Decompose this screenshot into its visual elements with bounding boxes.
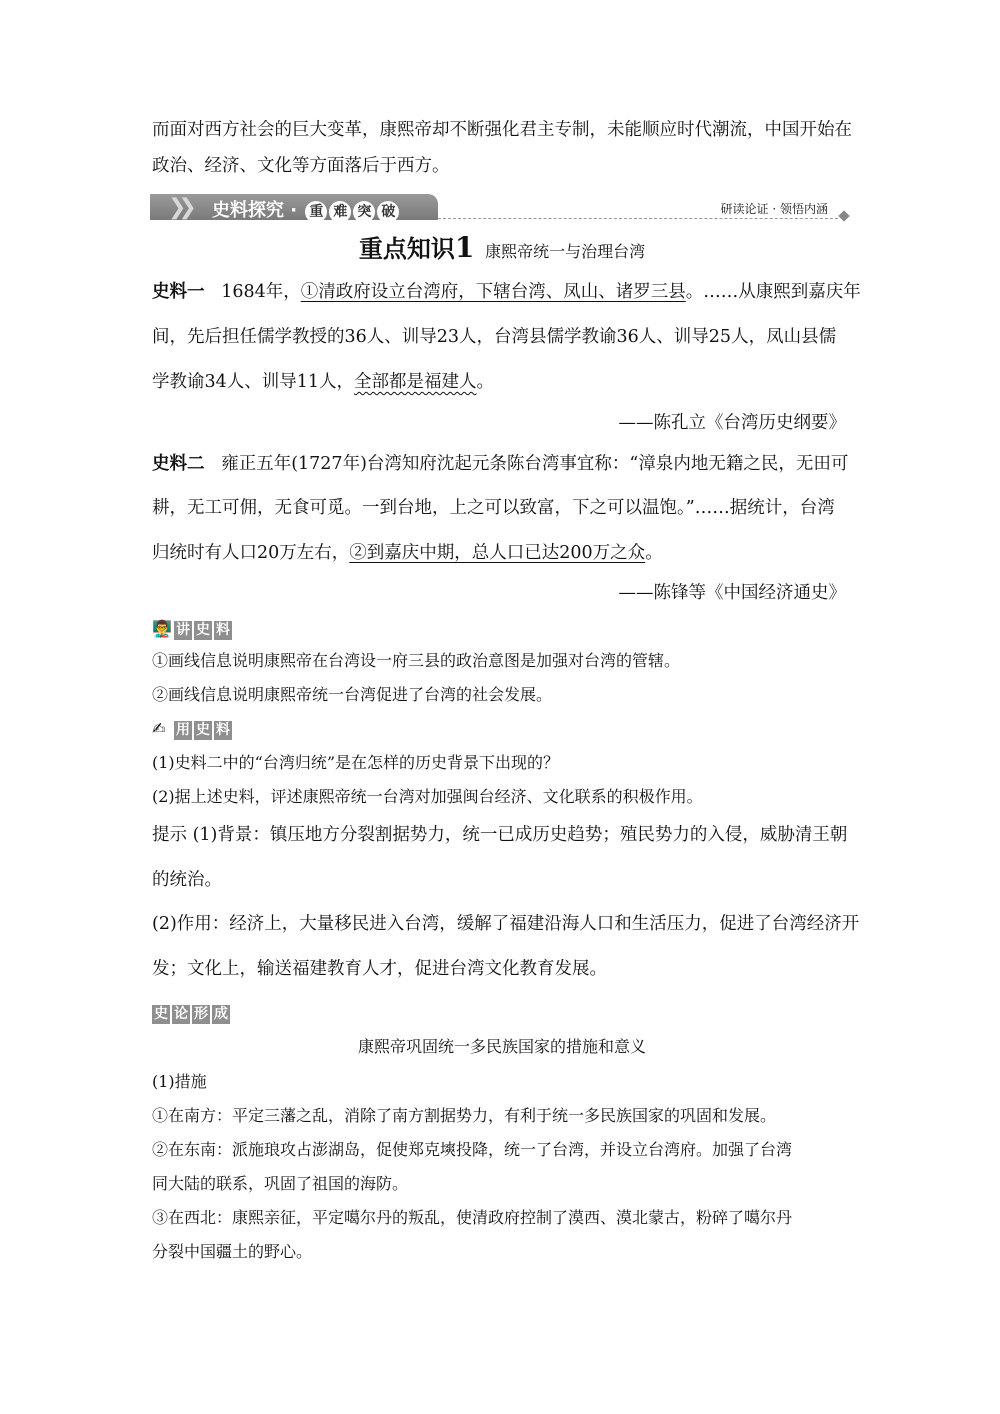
section-heading: 重点知识1 康熙帝统一与治理台湾 bbox=[358, 231, 646, 264]
list-item: (2)据上述史料，评述康熙帝统一台湾对加强闽台经济、文化联系的积极作用。 bbox=[152, 787, 703, 806]
list-item: ②画线信息说明康熙帝统一台湾促进了台湾的社会发展。 bbox=[152, 685, 553, 704]
source2-citation: ——陈锋等《中国经济通史》 bbox=[618, 583, 846, 603]
hint-line: 提示 (1)背景：镇压地方分裂割据势力，统一已成历史趋势；殖民势力的入侵，威胁清王朝 bbox=[152, 825, 848, 845]
pen-icon: ✍ bbox=[152, 719, 166, 738]
section-banner: ❯❯ 史料探究 · 重 难 突 破 研读论证 · 领悟内涵 bbox=[150, 194, 850, 222]
divider bbox=[438, 218, 838, 219]
source1-line: 学教谕34人、训导11人，全部都是福建人。 bbox=[152, 372, 495, 392]
diamond-icon bbox=[838, 210, 849, 221]
chevron-icon: ❯❯ bbox=[168, 195, 189, 220]
source1-line: 间，先后担任儒学教授的36人、训导23人，台湾县儒学教谕36人、训导25人，凤山县儒 bbox=[152, 327, 837, 347]
hint-line: 的统治。 bbox=[152, 870, 222, 890]
banner-subtitle: 研读论证 · 领悟内涵 bbox=[720, 202, 828, 216]
list-item: 分裂中国疆土的野心。 bbox=[152, 1242, 313, 1261]
intro-line: 而面对西方社会的巨大变革，康熙帝却不断强化君主专制，未能顺应时代潮流，中国开始在 bbox=[152, 120, 852, 140]
list-item: ①画线信息说明康熙帝在台湾设一府三县的政治意图是加强对台湾的管辖。 bbox=[152, 651, 681, 670]
intro-line: 政治、经济、文化等方面落后于西方。 bbox=[152, 156, 450, 176]
hint-line: (2)作用：经济上，大量移民进入台湾，缓解了福建沿海人口和生活压力，促进了台湾经济开 bbox=[152, 914, 860, 934]
hint-line: 发；文化上，输送福建教育人才，促进台湾文化教育发展。 bbox=[152, 959, 607, 979]
source2-line: 史料二 雍正五年(1727年)台湾知府沈起元条陈台湾事宜称：“漳泉内地无籍之民，无田可 bbox=[152, 454, 849, 474]
list-item: ②在东南：派施琅攻占澎湖岛，促使郑克塽投降，统一了台湾，并设立台湾府。加强了台湾 bbox=[152, 1140, 793, 1159]
source2-line: 耕，无工可佣，无食可觅。一到台地，上之可以致富，下之可以温饱。”……据统计，台湾 bbox=[152, 498, 835, 518]
shilun-title: 康熙帝巩固统一多民族国家的措施和意义 bbox=[357, 1037, 646, 1056]
list-item: (1)史料二中的“台湾归统”是在怎样的历史背景下出现的？ bbox=[152, 753, 560, 772]
teacher-icon: 👨‍🏫 bbox=[152, 619, 172, 638]
list-item: ③在西北：康熙亲征，平定噶尔丹的叛乱，使清政府控制了漠西、漠北蒙古，粉碎了噶尔丹 bbox=[152, 1208, 793, 1227]
source2-line: 归统时有人口20万左右，②到嘉庆中期，总人口已达200万之众。 bbox=[152, 543, 663, 563]
source1-line: 史料一 1684年，①清政府设立台湾府，下辖台湾、凤山、诸罗三县。……从康熙到嘉庆年 bbox=[152, 282, 861, 302]
list-item: ①在南方：平定三藩之乱，消除了南方割据势力，有利于统一多民族国家的巩固和发展。 bbox=[152, 1106, 777, 1125]
yong-shiliao-label: ✍ 用 史 料 bbox=[152, 717, 852, 741]
list-item: (1)措施 bbox=[152, 1072, 207, 1091]
list-item: 同大陆的联系，巩固了祖国的海防。 bbox=[152, 1174, 409, 1193]
jiang-shiliao-label: 👨‍🏫 讲 史 料 bbox=[152, 617, 852, 641]
banner-title: 史料探究 bbox=[212, 200, 284, 221]
shilun-label: 史 论 形 成 bbox=[154, 1006, 228, 1022]
source1-citation: ——陈孔立《台湾历史纲要》 bbox=[618, 413, 846, 433]
